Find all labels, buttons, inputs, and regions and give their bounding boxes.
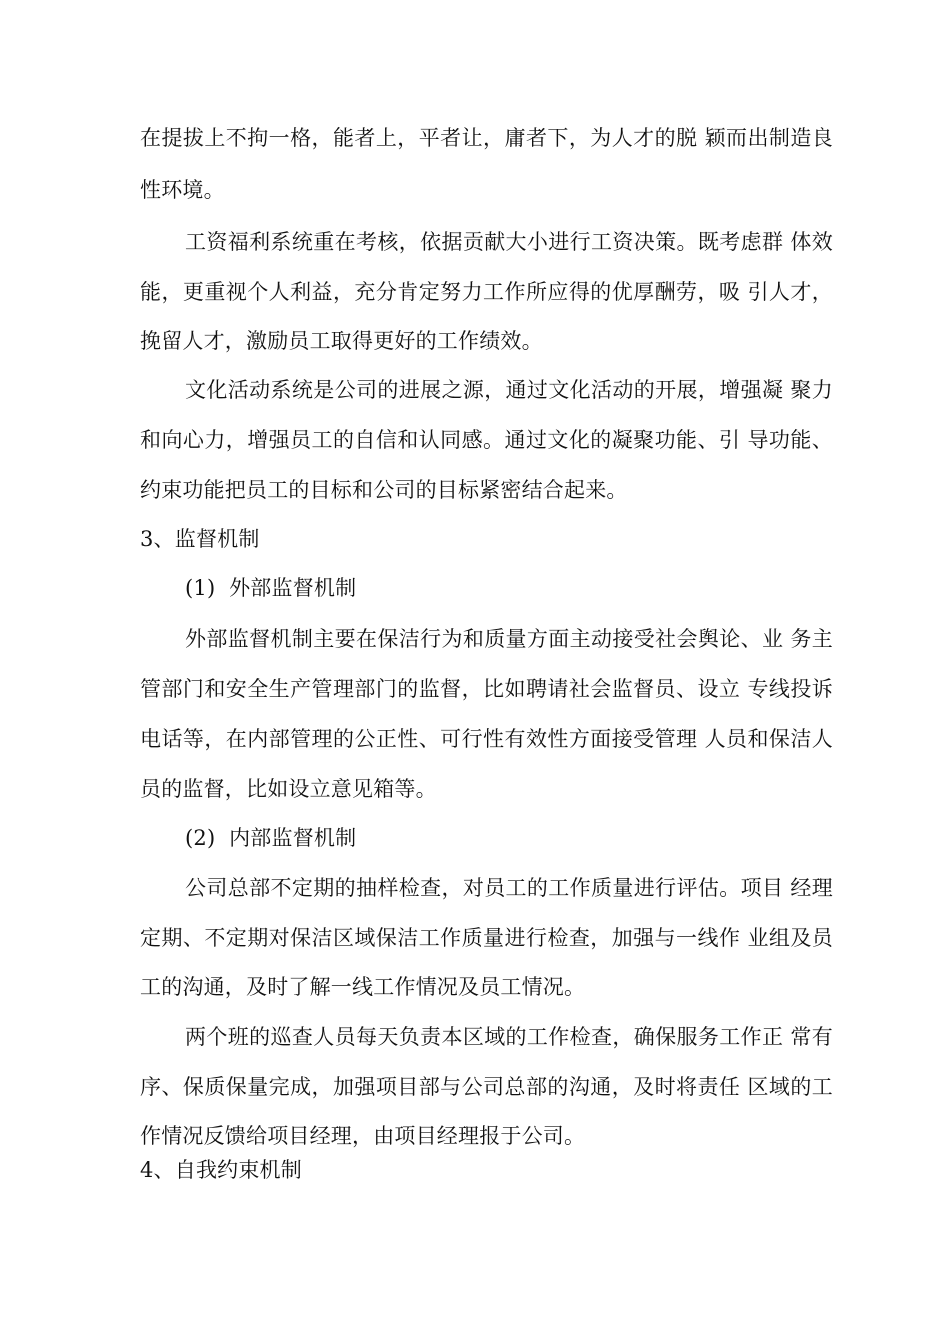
section-heading: 4、自我约束机制: [140, 1158, 302, 1182]
text-line: 约束功能把员工的目标和公司的目标紧密结合起来。: [140, 478, 628, 502]
text-line: 序、保质保量完成，加强项目部与公司总部的沟通，及时将责任 区域的工: [140, 1075, 833, 1099]
text-line: 工的沟通，及时了解一线工作情况及员工情况。: [140, 975, 586, 999]
text-line: 挽留人才，激励员工取得更好的工作绩效。: [140, 329, 543, 353]
text-line: 工资福利系统重在考核，依据贡献大小进行工资决策。既考虑群 体效: [185, 230, 833, 254]
text-line: 外部监督机制主要在保洁行为和质量方面主动接受社会舆论、业 务主: [185, 627, 833, 651]
text-line: 文化活动系统是公司的进展之源，通过文化活动的开展，增强凝 聚力: [185, 378, 833, 402]
text-line: 定期、不定期对保洁区域保洁工作质量进行检查，加强与一线作 业组及员: [140, 926, 833, 950]
section-heading: 3、监督机制: [140, 527, 260, 551]
text-line: 和向心力，增强员工的自信和认同感。通过文化的凝聚功能、引 导功能、: [140, 428, 833, 452]
text-line: 电话等，在内部管理的公正性、可行性有效性方面接受管理 人员和保洁人: [140, 727, 833, 751]
text-line: 在提拔上不拘一格，能者上，平者让，庸者下，为人才的脱 颖而出制造良: [140, 126, 833, 150]
text-line: 性环境。: [140, 178, 225, 202]
text-line: 两个班的巡查人员每天负责本区域的工作检查，确保服务工作正 常有: [185, 1025, 833, 1049]
subsection-heading: (2) 内部监督机制: [185, 826, 357, 850]
text-line: 管部门和安全生产管理部门的监督，比如聘请社会监督员、设立 专线投诉: [140, 677, 833, 701]
subsection-heading: (1) 外部监督机制: [185, 576, 357, 600]
text-line: 能，更重视个人利益，充分肯定努力工作所应得的优厚酬劳，吸 引人才，: [140, 280, 833, 304]
text-line: 公司总部不定期的抽样检查，对员工的工作质量进行评估。项目 经理: [185, 876, 833, 900]
text-line: 员的监督，比如设立意见箱等。: [140, 777, 437, 801]
text-line: 作情况反馈给项目经理，由项目经理报于公司。: [140, 1124, 586, 1148]
